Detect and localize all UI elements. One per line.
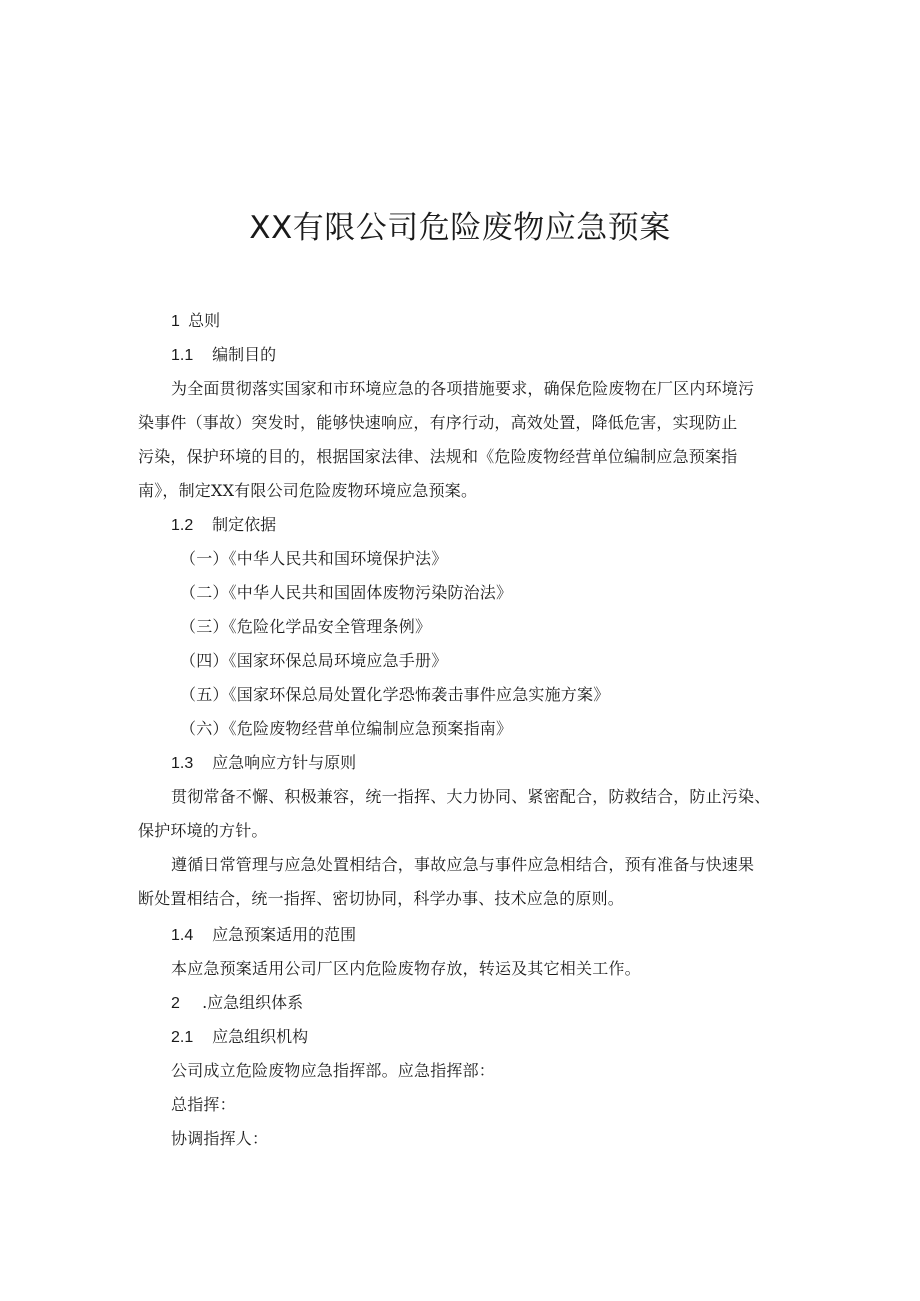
section-heading-2-1: [171, 1025, 308, 1050]
section-title: 应急响应方针与原则: [212, 753, 357, 772]
section-title: 应急预案适用的范围: [212, 925, 357, 944]
list-item: （六）《危险废物经营单位编制应急预案指南》: [180, 719, 513, 738]
section-heading-1-1: [171, 343, 276, 368]
paragraph-line: 污染，保护环境的目的，根据国家法律、法规和《危险废物经营单位编制应急预案指: [138, 447, 738, 466]
section-number: 1: [171, 313, 180, 330]
section-title: 应急组织机构: [212, 1027, 309, 1046]
section-number: 1.3: [171, 755, 194, 772]
list-item: （三）《危险化学品安全管理条例》: [180, 617, 432, 636]
section-heading-1-4: [171, 923, 356, 948]
list-item: （二）《中华人民共和国固体废物污染防治法》: [180, 583, 513, 602]
paragraph-line: 贯彻常备不懈、积极兼容，统一指挥、大力协同、紧密配合，防救结合，防止污染、: [171, 787, 771, 806]
paragraph-line: 总指挥：: [171, 1095, 236, 1114]
section-heading-1-2: [171, 513, 276, 538]
section-title: 编制目的: [212, 345, 277, 364]
list-item: （四）《国家环保总局环境应急手册》: [180, 651, 448, 670]
section-heading-2: [171, 991, 303, 1016]
section-title: .应急组织体系: [202, 993, 304, 1012]
paragraph-line: 保护环境的方针。: [138, 821, 268, 840]
section-number: 1.4: [171, 927, 194, 944]
paragraph-line: 协调指挥人：: [171, 1129, 269, 1148]
paragraph-line: 染事件（事故）突发时，能够快速响应，有序行动，高效处置，降低危害，实现防止: [138, 413, 738, 432]
paragraph-line: 断处置相结合，统一指挥、密切协同，科学办事、技术应急的原则。: [138, 889, 625, 908]
page-title: XX有限公司危险废物应急预案: [249, 210, 671, 246]
paragraph-line: 南》，制定XX有限公司危险废物环境应急预案。: [138, 481, 478, 500]
paragraph-line: 本应急预案适用公司厂区内危险废物存放，转运及其它相关工作。: [171, 959, 641, 978]
section-number: 1.1: [171, 347, 194, 364]
paragraph-line: 公司成立危险废物应急指挥部。应急指挥部：: [171, 1061, 496, 1080]
section-title: 制定依据: [212, 515, 277, 534]
section-number: 2.1: [171, 1029, 194, 1046]
section-title: 总则: [188, 311, 221, 330]
list-item: （五）《国家环保总局处置化学恐怖袭击事件应急实施方案》: [180, 685, 610, 704]
section-heading-1: [171, 309, 220, 334]
paragraph-line: 遵循日常管理与应急处置相结合，事故应急与事件应急相结合，预有准备与快速果: [171, 855, 755, 874]
paragraph-line: 为全面贯彻落实国家和市环境应急的各项措施要求，确保危险废物在厂区内环境污: [171, 379, 755, 398]
section-number: 2: [171, 995, 180, 1012]
section-number: 1.2: [171, 517, 194, 534]
list-item: （一）《中华人民共和国环境保护法》: [180, 549, 448, 568]
section-heading-1-3: [171, 751, 356, 776]
